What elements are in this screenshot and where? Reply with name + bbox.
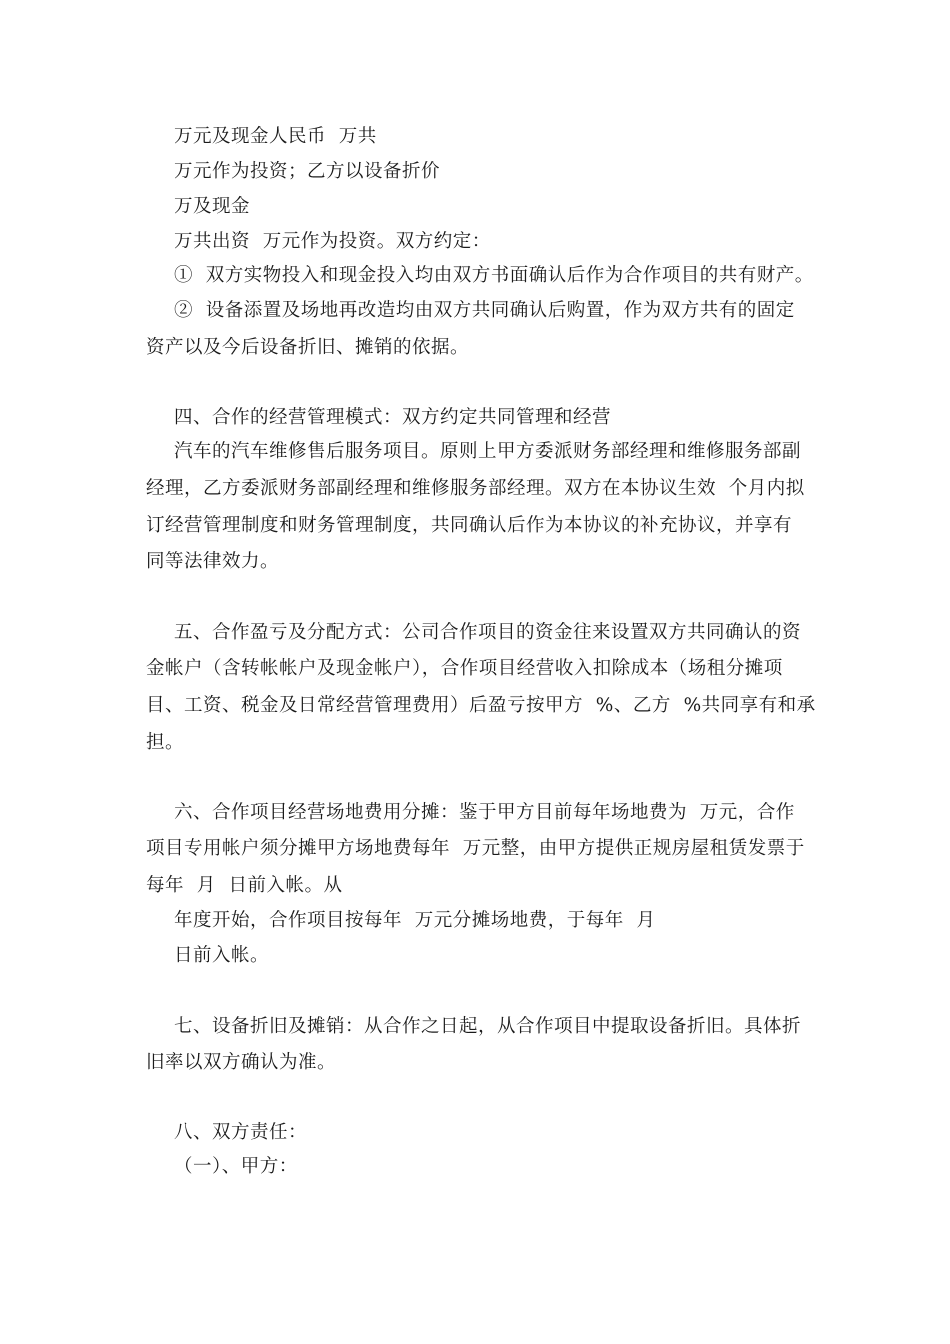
section-heading-4: 四、合作的经营管理模式：双方约定共同管理和经营 bbox=[174, 407, 612, 428]
list-item-1: ① 双方实物投入和现金投入均由双方书面确认后作为合作项目的共有财产。 bbox=[174, 265, 814, 286]
paragraph-line: 每年 月 日前入帐。从 bbox=[146, 875, 343, 896]
paragraph-line: 万及现金 bbox=[174, 196, 251, 217]
paragraph-line: 经理，乙方委派财务部副经理和维修服务部经理。双方在本协议生效 个月内拟 bbox=[146, 478, 805, 499]
paragraph-line: 汽车的汽车维修售后服务项目。原则上甲方委派财务部经理和维修服务部副 bbox=[174, 441, 802, 462]
paragraph-line: 同等法律效力。 bbox=[146, 551, 280, 572]
section-heading-5: 五、合作盈亏及分配方式：公司合作项目的资金往来设置双方共同确认的资 bbox=[174, 622, 802, 643]
paragraph-line: 项目专用帐户须分摊甲方场地费每年 万元整，由甲方提供正规房屋租赁发票于 bbox=[146, 838, 805, 859]
list-item-2: ② 设备添置及场地再改造均由双方共同确认后购置，作为双方共有的固定 bbox=[174, 300, 795, 321]
paragraph-line: 旧率以双方确认为准。 bbox=[146, 1052, 337, 1073]
paragraph-line: 担。 bbox=[146, 732, 185, 753]
section-heading-8: 八、双方责任： bbox=[174, 1122, 308, 1143]
paragraph-line: 年度开始，合作项目按每年 万元分摊场地费，于每年 月 bbox=[174, 910, 656, 931]
paragraph-line: 万共出资 万元作为投资。双方约定： bbox=[174, 231, 491, 252]
paragraph-line: 目、工资、税金及日常经营管理费用）后盈亏按甲方 %、乙方 %共同享有和承 bbox=[146, 695, 816, 716]
paragraph-line: 万元作为投资；乙方以设备折价 bbox=[174, 161, 441, 182]
paragraph-line: 资产以及今后设备折旧、摊销的依据。 bbox=[146, 337, 470, 358]
section-heading-6: 六、合作项目经营场地费用分摊：鉴于甲方目前每年场地费为 万元，合作 bbox=[174, 802, 795, 823]
paragraph-line: 金帐户（含转帐帐户及现金帐户），合作项目经营收入扣除成本（场租分摊项 bbox=[146, 658, 783, 679]
subsection-heading: （一）、甲方： bbox=[174, 1156, 298, 1177]
paragraph-line: 订经营管理制度和财务管理制度，共同确认后作为本协议的补充协议，并享有 bbox=[146, 515, 793, 536]
paragraph-line: 万元及现金人民币 万共 bbox=[174, 126, 377, 147]
section-heading-7: 七、设备折旧及摊销：从合作之日起，从合作项目中提取设备折旧。具体折 bbox=[174, 1016, 802, 1037]
paragraph-line: 日前入帐。 bbox=[174, 945, 270, 966]
